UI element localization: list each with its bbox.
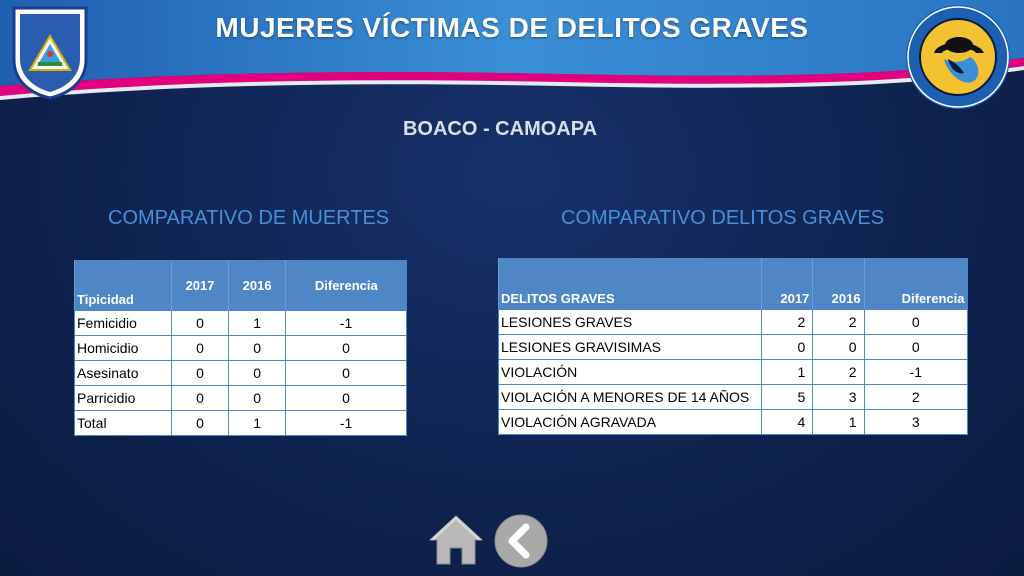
table-cell: -1 (864, 359, 967, 384)
table-cell: 1 (813, 409, 864, 434)
column-header: Diferencia (286, 260, 407, 310)
column-header: Diferencia (864, 258, 967, 309)
table-cell: VIOLACIÓN A MENORES DE 14 AÑOS (499, 384, 762, 409)
delitos-section-title: COMPARATIVO DELITOS GRAVES (561, 207, 885, 229)
table-cell: 1 (762, 359, 813, 384)
table-cell: 0 (229, 335, 286, 360)
table-header-row (499, 258, 968, 309)
table-cell: VIOLACIÓN AGRAVADA (499, 409, 762, 434)
table-cell: 1 (229, 410, 286, 435)
table-cell: LESIONES GRAVES (499, 309, 762, 334)
table-cell: 0 (286, 385, 407, 410)
table-row (499, 409, 968, 434)
table-cell: 2 (762, 309, 813, 334)
table-cell: Parricidio (75, 385, 172, 410)
table-cell: -1 (286, 310, 407, 335)
table-cell: 0 (172, 385, 229, 410)
table-cell: Homicidio (75, 335, 172, 360)
table-row (75, 310, 407, 335)
table-cell: 2 (813, 359, 864, 384)
table-row (499, 334, 968, 359)
table-cell: 0 (813, 334, 864, 359)
region-subtitle: BOACO - CAMOAPA (402, 118, 598, 140)
column-header: 2017 (762, 258, 813, 309)
table-cell: 1 (229, 310, 286, 335)
table-cell: VIOLACIÓN (499, 359, 762, 384)
table-row (75, 335, 407, 360)
table-cell: 3 (813, 384, 864, 409)
table-cell: 2 (864, 384, 967, 409)
delitos-table (498, 258, 968, 435)
page-title: MUJERES VÍCTIMAS DE DELITOS GRAVES (215, 12, 809, 43)
table-cell: 4 (762, 409, 813, 434)
column-header: 2016 (229, 260, 286, 310)
table-cell: 0 (286, 360, 407, 385)
table-cell: 5 (762, 384, 813, 409)
table-cell: Asesinato (75, 360, 172, 385)
table-cell: 0 (172, 360, 229, 385)
table-row (75, 360, 407, 385)
table-cell: 0 (286, 335, 407, 360)
back-button[interactable] (494, 514, 548, 568)
table-row (499, 359, 968, 384)
column-header: DELITOS GRAVES (499, 258, 762, 309)
table-cell: 2 (813, 309, 864, 334)
muertes-section-title: COMPARATIVO DE MUERTES (108, 207, 390, 229)
table-cell: 0 (864, 309, 967, 334)
table-cell: 0 (172, 310, 229, 335)
table-row (499, 384, 968, 409)
home-button[interactable] (428, 514, 484, 566)
table-cell: 0 (172, 335, 229, 360)
table-row (75, 385, 407, 410)
table-row-total (75, 410, 407, 435)
en-sandino-circular-logo (904, 3, 1012, 111)
table-cell: 0 (229, 360, 286, 385)
table-cell: Total (75, 410, 172, 435)
policia-nacional-shield-logo (8, 4, 92, 100)
table-cell: 0 (229, 385, 286, 410)
column-header: 2016 (813, 258, 864, 309)
table-cell: 0 (864, 334, 967, 359)
back-chevron-icon (494, 514, 548, 568)
column-header: 2017 (172, 260, 229, 310)
table-cell: 3 (864, 409, 967, 434)
table-cell: 0 (762, 334, 813, 359)
table-cell: 0 (172, 410, 229, 435)
table-row (499, 309, 968, 334)
table-cell: Femicidio (75, 310, 172, 335)
muertes-table (74, 260, 407, 436)
table-header-row (75, 260, 407, 310)
table-cell: -1 (286, 410, 407, 435)
table-cell: LESIONES GRAVISIMAS (499, 334, 762, 359)
home-icon (428, 514, 484, 566)
column-header: Tipicidad (75, 260, 172, 310)
